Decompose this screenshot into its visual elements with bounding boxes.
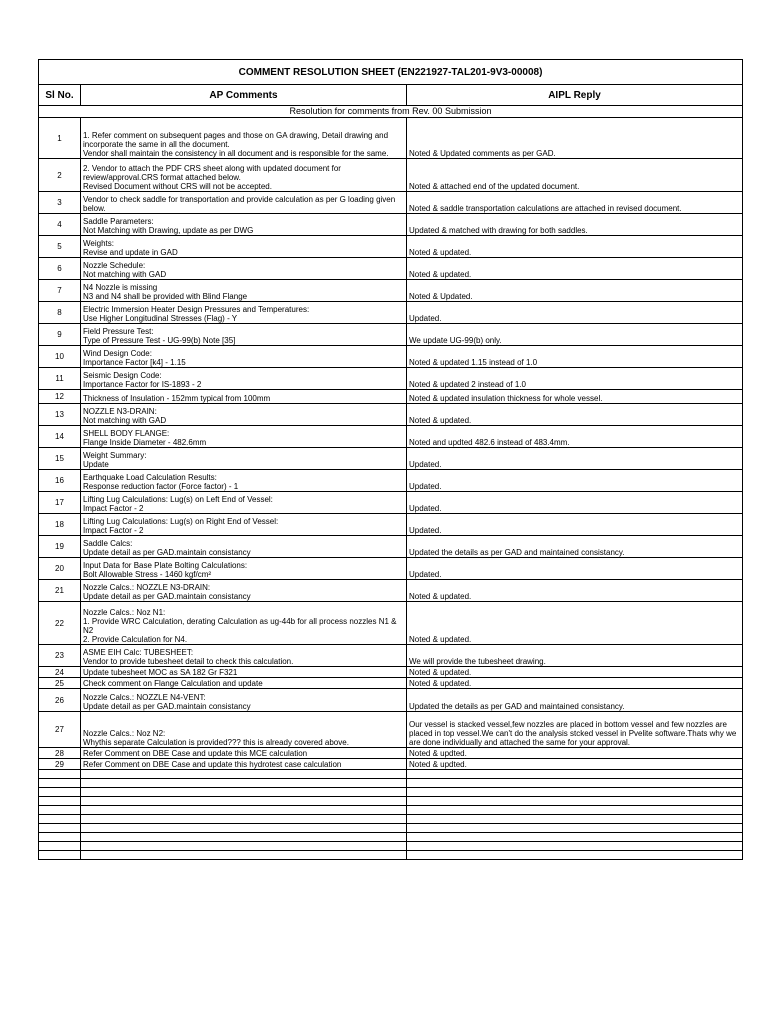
ap-comment-cell: 2. Vendor to attach the PDF CRS sheet along with updated document for review/approval.CRS format attached below. Revised Document without CRS will not be accepted. — [81, 159, 407, 192]
sl-no-cell: 1 — [39, 118, 81, 159]
blank-row — [39, 788, 743, 797]
title-row — [39, 60, 743, 85]
blank-row — [39, 797, 743, 806]
blank-cell — [407, 797, 743, 806]
table-row — [39, 368, 743, 390]
table-row — [39, 324, 743, 346]
blank-row — [39, 824, 743, 833]
blank-cell — [81, 788, 407, 797]
header-row — [39, 85, 743, 106]
sl-no-cell: 10 — [39, 346, 81, 368]
ap-comment-cell: Lifting Lug Calculations: Lug(s) on Right End of Vessel: Impact Factor - 2 — [81, 514, 407, 536]
aipl-reply-cell: Noted & updated. — [407, 678, 743, 689]
ap-comment-cell: Refer Comment on DBE Case and update this hydrotest case calculation — [81, 759, 407, 770]
sl-no-cell: 14 — [39, 426, 81, 448]
table-row — [39, 426, 743, 448]
blank-row — [39, 806, 743, 815]
table-row — [39, 689, 743, 712]
blank-cell — [81, 770, 407, 779]
aipl-reply-cell: Noted & saddle transportation calculations are attached in revised document. — [407, 192, 743, 214]
sl-no-cell: 9 — [39, 324, 81, 346]
ap-comment-cell: Lifting Lug Calculations: Lug(s) on Left End of Vessel: Impact Factor - 2 — [81, 492, 407, 514]
aipl-reply-cell: Noted & attached end of the updated document. — [407, 159, 743, 192]
aipl-reply-cell: We will provide the tubesheet drawing. — [407, 645, 743, 667]
sl-no-cell: 24 — [39, 667, 81, 678]
blank-cell — [39, 851, 81, 860]
blank-row — [39, 833, 743, 842]
sl-no-cell: 11 — [39, 368, 81, 390]
aipl-reply-cell: Noted & updated. — [407, 667, 743, 678]
sl-no-cell: 6 — [39, 258, 81, 280]
sl-no-cell: 29 — [39, 759, 81, 770]
ap-comment-cell: Electric Immersion Heater Design Pressures and Temperatures: Use Higher Longitudinal Stresses (Flag) - Y — [81, 302, 407, 324]
table-row — [39, 118, 743, 159]
table-row — [39, 678, 743, 689]
ap-comment-cell: Nozzle Calcs.: Noz N1: 1. Provide WRC Calculation, derating Calculation as ug-44b for all process nozzles N1 & N2 2. Provide Calculation for N4. — [81, 602, 407, 645]
blank-cell — [407, 770, 743, 779]
sheet-title: COMMENT RESOLUTION SHEET (EN221927-TAL201-9V3-00008) — [39, 60, 743, 85]
aipl-reply-cell: Noted & updated 1.15 instead of 1.0 — [407, 346, 743, 368]
blank-cell — [39, 833, 81, 842]
blank-cell — [407, 842, 743, 851]
sl-no-cell: 7 — [39, 280, 81, 302]
ap-comment-cell: Nozzle Calcs.: NOZZLE N4-VENT: Update detail as per GAD.maintain consistancy — [81, 689, 407, 712]
blank-cell — [39, 779, 81, 788]
ap-comment-cell: Nozzle Schedule: Not matching with GAD — [81, 258, 407, 280]
aipl-reply-cell: Noted & updated. — [407, 404, 743, 426]
ap-comment-cell: Refer Comment on DBE Case and update this MCE calculation — [81, 748, 407, 759]
table-row — [39, 258, 743, 280]
blank-row — [39, 779, 743, 788]
table-row — [39, 404, 743, 426]
sl-no-cell: 28 — [39, 748, 81, 759]
aipl-reply-cell: Updated. — [407, 302, 743, 324]
sl-no-cell: 8 — [39, 302, 81, 324]
aipl-reply-cell: Noted & updated 2 instead of 1.0 — [407, 368, 743, 390]
table-row — [39, 448, 743, 470]
aipl-reply-cell: Our vessel is stacked vessel,few nozzles are placed in bottom vessel and few nozzles are placed in top vessel.We can't do the analysis stcked vessel in Pvelite software.Thats why we are done individually and attached the same for your approval. — [407, 712, 743, 748]
sl-no-cell: 20 — [39, 558, 81, 580]
blank-cell — [81, 779, 407, 788]
ap-comment-cell: Weights: Revise and update in GAD — [81, 236, 407, 258]
ap-comments-header: AP Comments — [81, 85, 407, 106]
table-row — [39, 346, 743, 368]
table-row — [39, 302, 743, 324]
sl-no-cell: 2 — [39, 159, 81, 192]
sl-no-cell: 3 — [39, 192, 81, 214]
aipl-reply-cell: Noted & updated insulation thickness for whole vessel. — [407, 390, 743, 404]
sl-no-cell: 18 — [39, 514, 81, 536]
blank-cell — [39, 770, 81, 779]
blank-row — [39, 851, 743, 860]
blank-cell — [81, 842, 407, 851]
blank-cell — [407, 806, 743, 815]
blank-cell — [81, 806, 407, 815]
aipl-reply-cell: Updated. — [407, 514, 743, 536]
sl-no-cell: 22 — [39, 602, 81, 645]
blank-cell — [407, 824, 743, 833]
ap-comment-cell: Saddle Calcs: Update detail as per GAD.maintain consistancy — [81, 536, 407, 558]
table-row — [39, 748, 743, 759]
blank-cell — [407, 788, 743, 797]
ap-comment-cell: Nozzle Calcs.: Noz N2: Whythis separate Calculation is provided??? this is already covered above. — [81, 712, 407, 748]
ap-comment-cell: Field Pressure Test: Type of Pressure Test - UG-99(b) Note [35] — [81, 324, 407, 346]
table-row — [39, 602, 743, 645]
sl-no-cell: 15 — [39, 448, 81, 470]
blank-cell — [81, 824, 407, 833]
sl-no-header: Sl No. — [39, 85, 81, 106]
sl-no-cell: 4 — [39, 214, 81, 236]
comment-resolution-table — [38, 59, 743, 860]
aipl-reply-cell: Noted & updated. — [407, 258, 743, 280]
subheader-row — [39, 106, 743, 118]
aipl-reply-cell: We update UG-99(b) only. — [407, 324, 743, 346]
ap-comment-cell: Saddle Parameters: Not Matching with Drawing, update as per DWG — [81, 214, 407, 236]
ap-comment-cell: Vendor to check saddle for transportation and provide calculation as per G loading given below. — [81, 192, 407, 214]
sl-no-cell: 13 — [39, 404, 81, 426]
sl-no-cell: 5 — [39, 236, 81, 258]
table-row — [39, 759, 743, 770]
sl-no-cell: 21 — [39, 580, 81, 602]
table-row — [39, 514, 743, 536]
ap-comment-cell: Wind Design Code: Importance Factor [k4] - 1.15 — [81, 346, 407, 368]
blank-cell — [407, 779, 743, 788]
table-row — [39, 580, 743, 602]
table-row — [39, 470, 743, 492]
blank-row — [39, 770, 743, 779]
aipl-reply-cell: Updated. — [407, 470, 743, 492]
ap-comment-cell: Thickness of Insulation - 152mm typical from 100mm — [81, 390, 407, 404]
sl-no-cell: 25 — [39, 678, 81, 689]
ap-comment-cell: Input Data for Base Plate Bolting Calculations: Bolt Allowable Stress - 1460 kgf/cm² — [81, 558, 407, 580]
sl-no-cell: 12 — [39, 390, 81, 404]
ap-comment-cell: Weight Summary: Update — [81, 448, 407, 470]
sl-no-cell: 16 — [39, 470, 81, 492]
ap-comment-cell: N4 Nozzle is missing N3 and N4 shall be provided with Blind Flange — [81, 280, 407, 302]
aipl-reply-cell: Noted & Updated. — [407, 280, 743, 302]
table-row — [39, 667, 743, 678]
aipl-reply-cell: Noted & updted. — [407, 748, 743, 759]
ap-comment-cell: SHELL BODY FLANGE: Flange Inside Diameter - 482.6mm — [81, 426, 407, 448]
ap-comment-cell: ASME EIH Calc: TUBESHEET: Vendor to provide tubesheet detail to check this calculation. — [81, 645, 407, 667]
table-row — [39, 712, 743, 748]
blank-cell — [407, 851, 743, 860]
blank-cell — [81, 833, 407, 842]
table-row — [39, 192, 743, 214]
blank-cell — [39, 842, 81, 851]
ap-comment-cell: Seismic Design Code: Importance Factor for IS-1893 - 2 — [81, 368, 407, 390]
blank-cell — [81, 815, 407, 824]
aipl-reply-cell: Updated. — [407, 448, 743, 470]
aipl-reply-cell: Noted & Updated comments as per GAD. — [407, 118, 743, 159]
aipl-reply-cell: Updated & matched with drawing for both saddles. — [407, 214, 743, 236]
table-row — [39, 390, 743, 404]
blank-row — [39, 842, 743, 851]
ap-comment-cell: Check comment on Flange Calculation and update — [81, 678, 407, 689]
table-row — [39, 492, 743, 514]
blank-row — [39, 815, 743, 824]
ap-comment-cell: 1. Refer comment on subsequent pages and those on GA drawing, Detail drawing and incorporate the same in all the document. Vendor shall maintain the consistency in all document and is responsible for the same. — [81, 118, 407, 159]
ap-comment-cell: Earthquake Load Calculation Results: Response reduction factor (Force factor) - 1 — [81, 470, 407, 492]
sl-no-cell: 19 — [39, 536, 81, 558]
aipl-reply-header: AIPL Reply — [407, 85, 743, 106]
sl-no-cell: 17 — [39, 492, 81, 514]
ap-comment-cell: Update tubesheet MOC as SA 182 Gr F321 — [81, 667, 407, 678]
sl-no-cell: 23 — [39, 645, 81, 667]
aipl-reply-cell: Noted & updated. — [407, 580, 743, 602]
blank-cell — [39, 788, 81, 797]
resolution-subheader: Resolution for comments from Rev. 00 Submission — [39, 106, 743, 118]
table-row — [39, 236, 743, 258]
aipl-reply-cell: Updated the details as per GAD and maintained consistancy. — [407, 689, 743, 712]
aipl-reply-cell: Noted & updated. — [407, 236, 743, 258]
blank-cell — [39, 815, 81, 824]
table-row — [39, 536, 743, 558]
aipl-reply-cell: Noted & updted. — [407, 759, 743, 770]
table-row — [39, 645, 743, 667]
sl-no-cell: 26 — [39, 689, 81, 712]
table-row — [39, 280, 743, 302]
table-row — [39, 214, 743, 236]
ap-comment-cell: Nozzle Calcs.: NOZZLE N3-DRAIN: Update detail as per GAD.maintain consistancy — [81, 580, 407, 602]
aipl-reply-cell: Noted and updted 482.6 instead of 483.4mm. — [407, 426, 743, 448]
aipl-reply-cell: Noted & updated. — [407, 602, 743, 645]
aipl-reply-cell: Updated. — [407, 492, 743, 514]
blank-cell — [39, 824, 81, 833]
ap-comment-cell: NOZZLE N3-DRAIN: Not matching with GAD — [81, 404, 407, 426]
blank-cell — [407, 815, 743, 824]
aipl-reply-cell: Updated. — [407, 558, 743, 580]
blank-cell — [39, 797, 81, 806]
table-row — [39, 558, 743, 580]
table-row — [39, 159, 743, 192]
blank-cell — [407, 833, 743, 842]
aipl-reply-cell: Updated the details as per GAD and maintained consistancy. — [407, 536, 743, 558]
sl-no-cell: 27 — [39, 712, 81, 748]
blank-cell — [39, 806, 81, 815]
blank-cell — [81, 797, 407, 806]
blank-cell — [81, 851, 407, 860]
